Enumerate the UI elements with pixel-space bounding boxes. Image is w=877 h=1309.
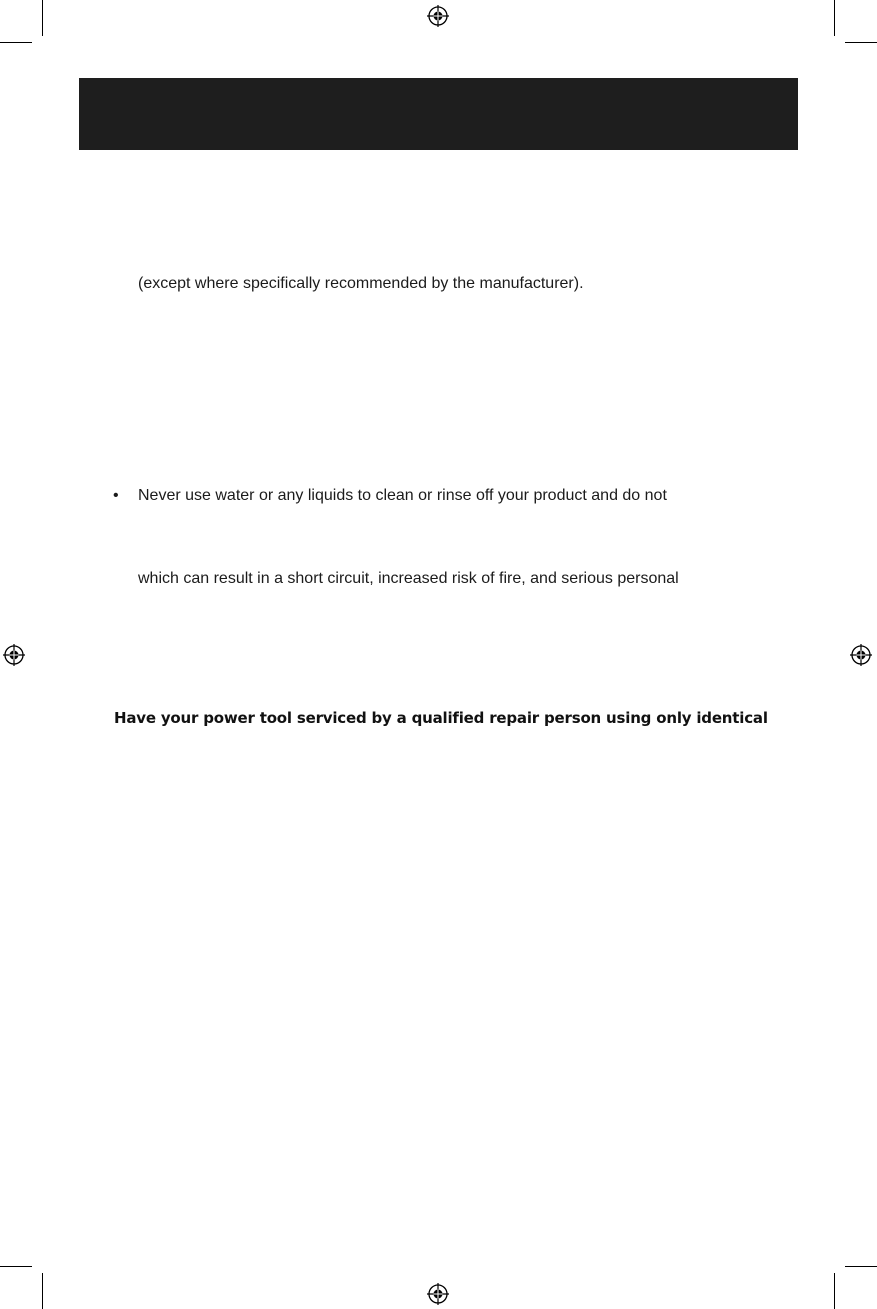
crop-mark-bottom-left-horizontal — [0, 1266, 32, 1267]
registration-mark-icon — [3, 644, 25, 666]
crop-mark-top-left-vertical — [42, 0, 43, 36]
body-text-line: Never use water or any liquids to clean or rinse off your product and do not — [138, 487, 667, 504]
crop-mark-bottom-right-horizontal — [845, 1266, 877, 1267]
bold-warning-text: Have your power tool serviced by a qualified repair person using only identical — [114, 709, 768, 727]
registration-mark-icon — [850, 644, 872, 666]
section-header-bar — [79, 78, 798, 150]
body-text-line: which can result in a short circuit, increased risk of fire, and serious personal — [138, 570, 679, 587]
registration-mark-icon — [427, 1283, 449, 1305]
registration-mark-icon — [427, 5, 449, 27]
crop-mark-top-left-horizontal — [0, 42, 32, 43]
crop-mark-top-right-horizontal — [845, 42, 877, 43]
bullet-icon: • — [113, 487, 119, 504]
body-text-line: (except where specifically recommended by the manufacturer). — [138, 275, 584, 292]
crop-mark-bottom-left-vertical — [42, 1273, 43, 1309]
crop-mark-top-right-vertical — [834, 0, 835, 36]
crop-mark-bottom-right-vertical — [834, 1273, 835, 1309]
